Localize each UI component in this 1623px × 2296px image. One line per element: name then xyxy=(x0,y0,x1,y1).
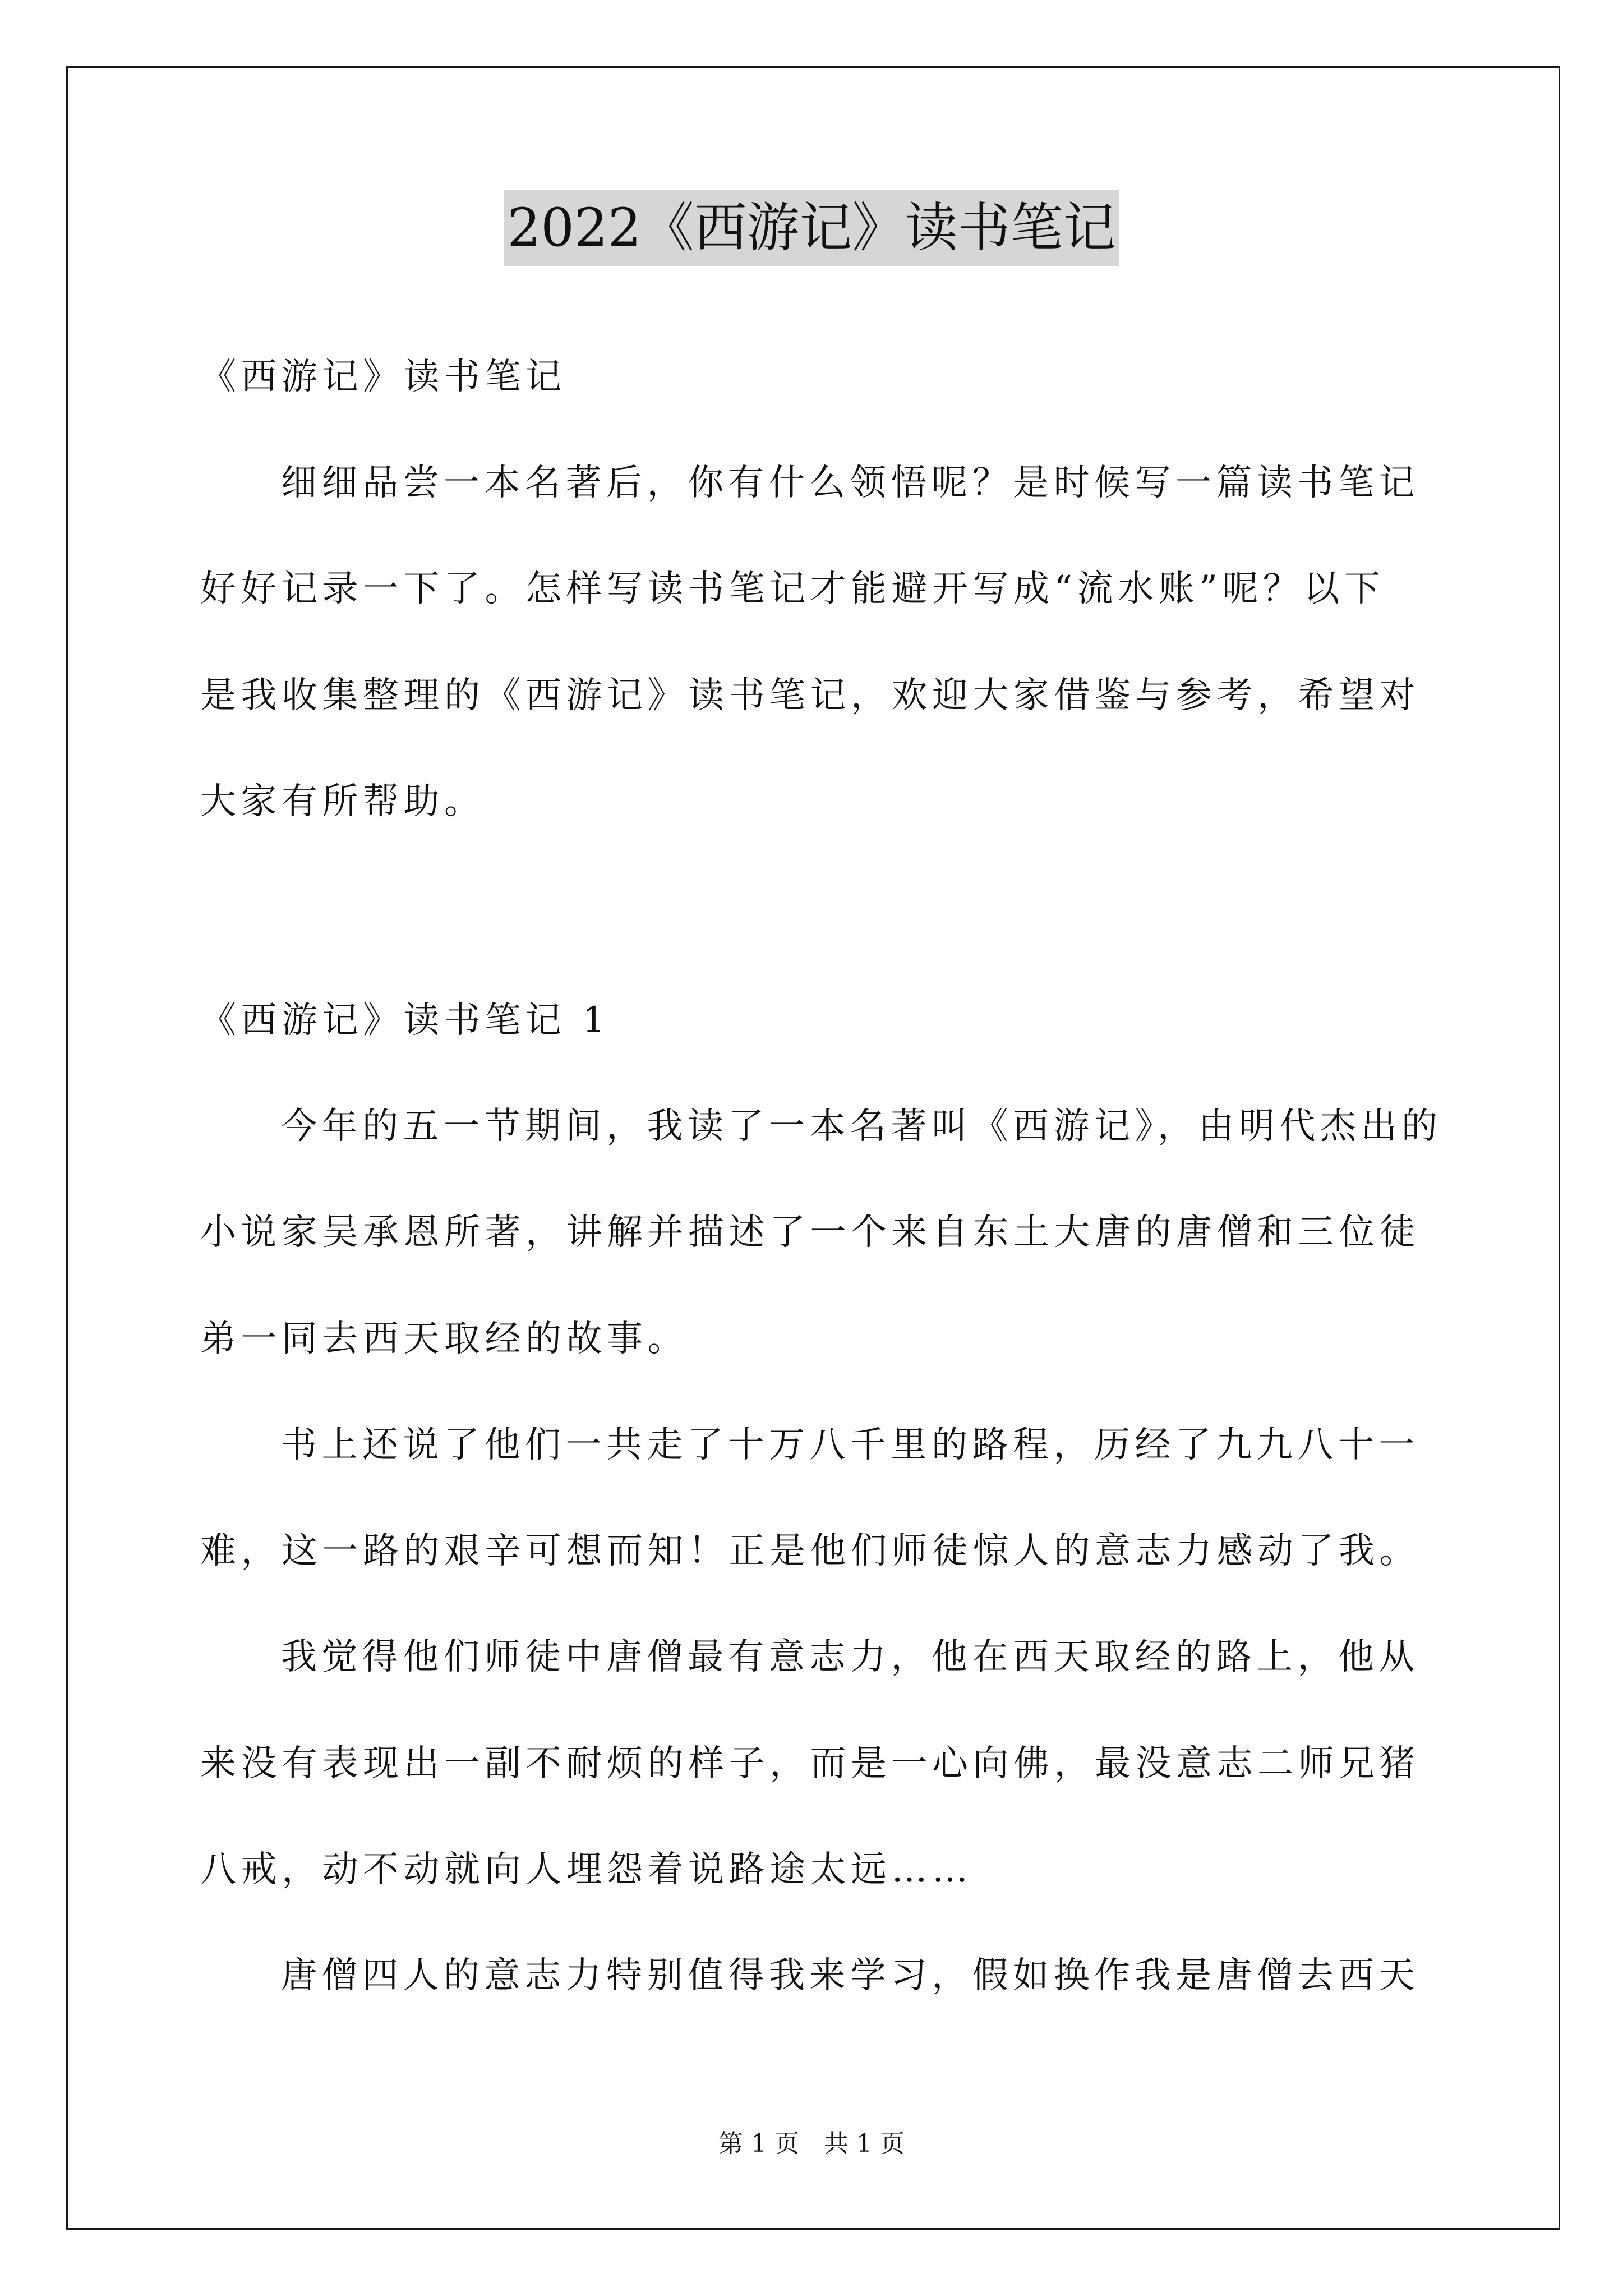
paragraph-line: 今年的五一节期间，我读了一本名著叫《西游记》，由明代杰出的 xyxy=(281,1106,1442,1147)
paragraph-line: 来没有表现出一副不耐烦的样子，而是一心向佛，最没意志二师兄猪 xyxy=(200,1743,1420,1784)
paragraph-line: 书上还说了他们一共走了十万八千里的路程，历经了九九八十一 xyxy=(281,1424,1419,1466)
paragraph-line: 唐僧四人的意志力特别值得我来学习，假如换作我是唐僧去西天 xyxy=(281,1955,1419,1996)
document-title xyxy=(0,197,1623,259)
section-heading: 《西游记》读书笔记 xyxy=(200,356,566,398)
paragraph-line: 小说家吴承恩所著，讲解并描述了一个来自东土大唐的唐僧和三位徒 xyxy=(200,1212,1420,1253)
intro-paragraph-line: 大家有所帮助。 xyxy=(200,781,485,822)
intro-paragraph-line: 好好记录一下了。怎样写读书笔记才能避开写成“流水账”呢？以下 xyxy=(200,568,1385,610)
page-number-footer: 第 1 页 共 1 页 xyxy=(718,2129,905,2158)
intro-paragraph-line: 是我收集整理的《西游记》读书笔记，欢迎大家借鉴与参考，希望对 xyxy=(200,675,1420,716)
document-title-text: 2022《西游记》读书笔记 xyxy=(504,190,1119,266)
intro-paragraph-line: 细细品尝一本名著后，你有什么领悟呢？是时候写一篇读书笔记 xyxy=(281,462,1419,504)
paragraph-line: 八戒，动不动就向人埋怨着说路途太远…… xyxy=(200,1849,973,1890)
paragraph-line: 难，这一路的艰辛可想而知！正是他们师徒惊人的意志力感动了我。 xyxy=(200,1530,1420,1572)
paragraph-line: 我觉得他们师徒中唐僧最有意志力，他在西天取经的路上，他从 xyxy=(281,1636,1419,1678)
paragraph-line: 弟一同去西天取经的故事。 xyxy=(200,1318,688,1360)
note-1-heading: 《西游记》读书笔记 1 xyxy=(200,1000,610,1041)
